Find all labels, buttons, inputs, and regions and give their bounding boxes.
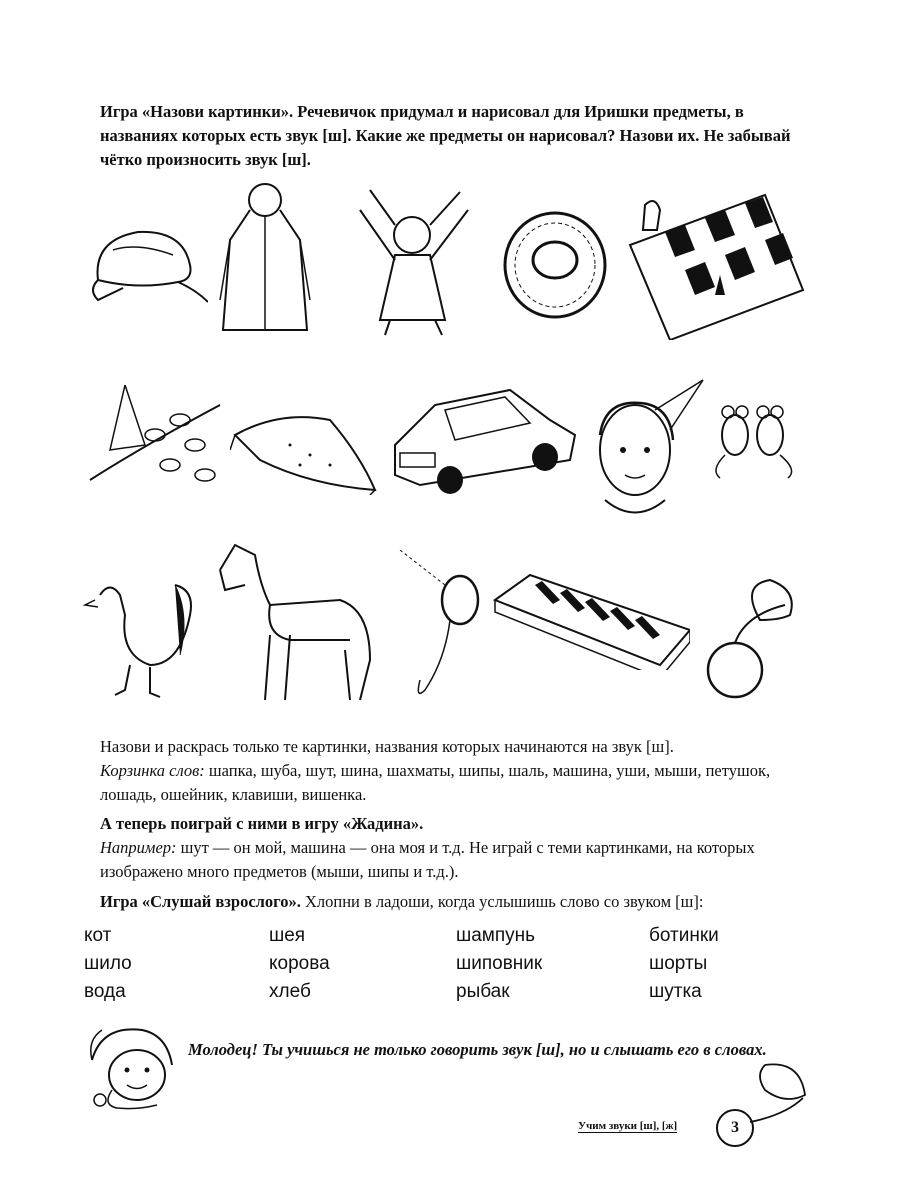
horse-icon <box>210 540 380 705</box>
example-text: шут — он мой, машина — она моя и т.д. Не играй с теми картинками, на которых изображено много предметов (мыши, шипы и т.д.). <box>100 838 755 881</box>
basket-label: Корзинка слов: <box>100 761 205 780</box>
rooster-icon <box>80 575 200 705</box>
word: шило <box>84 953 132 974</box>
task3-paragraph <box>100 812 800 884</box>
intro-text: Речевичок придумал и нарисовал для Иришки предметы, в названиях которых есть звук [ш]. Какие же предметы он нарисовал? Назови их. Не забывай чётко произносить звук [ш]. <box>100 102 791 169</box>
picture-row-2 <box>70 375 810 525</box>
task3-title: А теперь поиграй с ними в игру «Жадина». <box>100 814 424 833</box>
basket-words: шапка, шуба, шут, шина, шахматы, шипы, шаль, машина, уши, мыши, петушок, лошадь, ошейник, клавиши, вишенка. <box>100 761 771 804</box>
word: хлеб <box>269 981 311 1002</box>
jester-icon <box>350 180 480 340</box>
word: шорты <box>649 953 708 974</box>
word: ботинки <box>649 925 719 946</box>
chess-board-icon <box>625 190 805 340</box>
task4-paragraph <box>100 890 800 914</box>
shawl-icon <box>230 405 380 495</box>
word: шутка <box>649 981 702 1002</box>
word: кот <box>84 925 112 946</box>
footer-title: Учим звуки [ш], [ж] <box>578 1120 678 1132</box>
fur-coat-icon <box>215 180 315 340</box>
task2-paragraph <box>100 735 800 807</box>
intro-game-title: Игра «Назови картинки». <box>100 102 294 121</box>
piano-keys-icon <box>490 570 690 670</box>
task4-text: Хлопни в ладоши, когда услышишь слово со звуком [ш]: <box>300 892 704 911</box>
cherry-icon <box>700 575 800 705</box>
word: шиповник <box>456 953 543 974</box>
word: шея <box>269 925 306 946</box>
word: рыбак <box>456 981 510 1002</box>
cherry-leaf-icon <box>745 1060 815 1140</box>
car-icon <box>390 385 580 495</box>
task2-line1: Назови и раскрась только те картинки, названия которых начинаются на звук [ш]. <box>100 737 674 756</box>
word: шампунь <box>456 925 536 946</box>
intro-paragraph <box>100 100 800 172</box>
dog-collar-icon <box>395 550 505 700</box>
rose-hip-branch-icon <box>85 385 225 505</box>
example-label: Например: <box>100 838 177 857</box>
gnome-mascot-icon <box>82 1020 182 1110</box>
boy-head-icon <box>585 375 705 525</box>
picture-row-1 <box>70 180 810 340</box>
picture-row-3 <box>70 540 810 710</box>
hat-icon <box>78 220 208 310</box>
page-number: 3 <box>716 1109 754 1147</box>
praise-text: Молодец! Ты учишься не только говорить звук [ш], но и слышать его в словах. <box>188 1040 767 1059</box>
word: корова <box>269 953 330 974</box>
tire-icon <box>500 205 610 325</box>
mice-icon <box>710 400 800 480</box>
word: вода <box>84 981 126 1002</box>
task4-game-title: Игра «Слушай взрослого». <box>100 892 301 911</box>
